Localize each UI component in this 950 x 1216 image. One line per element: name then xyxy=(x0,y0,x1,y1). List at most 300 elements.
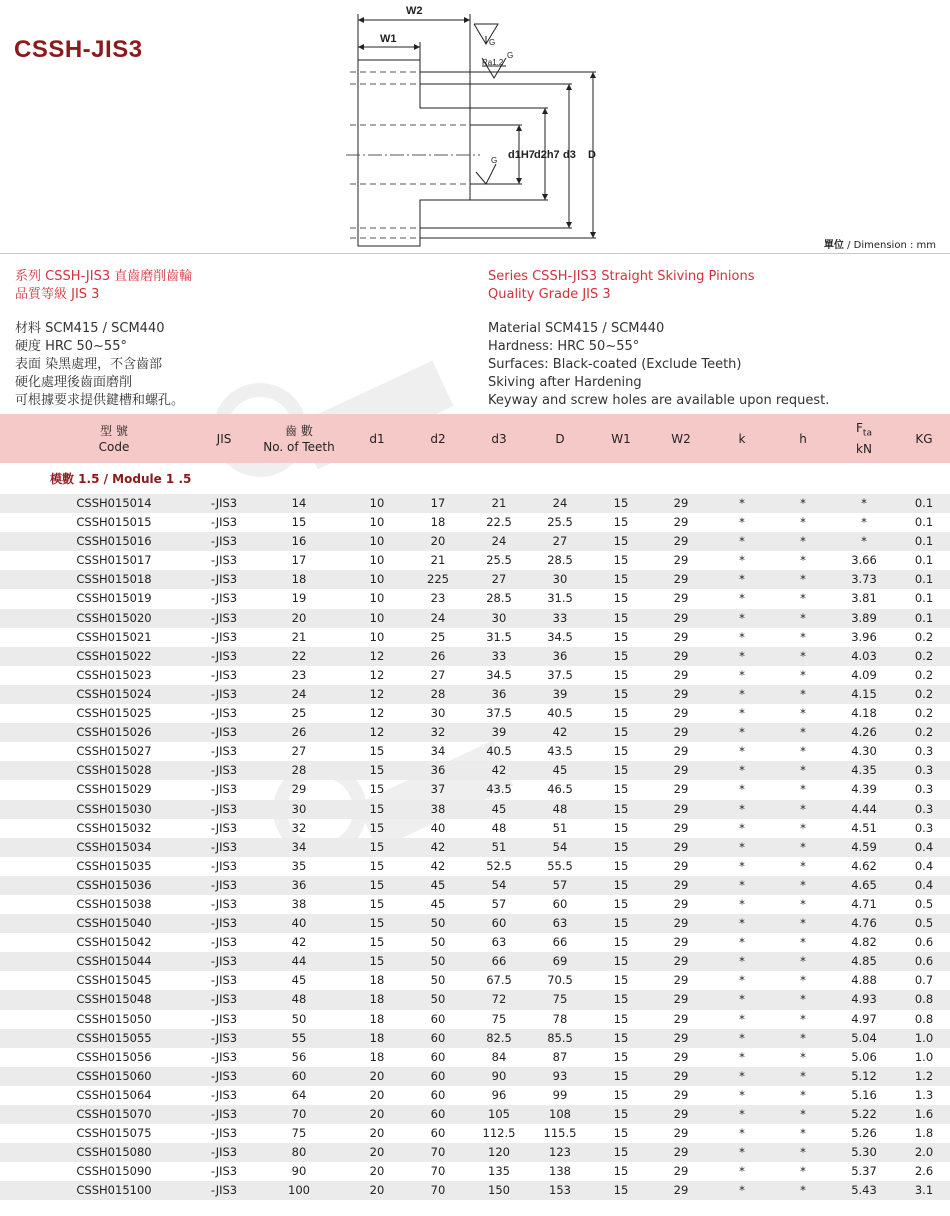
cell-jis: -JIS3 xyxy=(210,839,238,854)
cell-teeth: 28 xyxy=(291,763,307,778)
cell-teeth: 34 xyxy=(291,839,307,854)
series-cn xyxy=(15,268,192,304)
column-header-label: k xyxy=(738,431,746,446)
cell-d1: 15 xyxy=(369,916,385,931)
cell-d1: 15 xyxy=(369,935,385,950)
cell-D: 40.5 xyxy=(547,706,573,721)
table-row xyxy=(0,800,950,819)
table-row xyxy=(0,914,950,933)
cell-k: * xyxy=(739,1107,745,1121)
table-row xyxy=(0,780,950,799)
cell-jis: -JIS3 xyxy=(210,1164,238,1179)
cell-kg: 0.2 xyxy=(914,629,934,644)
cell-code: CSSH015020 xyxy=(76,610,152,625)
cell-code: CSSH015044 xyxy=(76,954,152,969)
cell-d1: 10 xyxy=(369,591,385,606)
cell-teeth: 23 xyxy=(291,667,307,682)
cell-kg: 0.1 xyxy=(914,534,934,549)
cell-k: * xyxy=(739,954,745,969)
cell-k: * xyxy=(739,801,745,816)
table-row xyxy=(0,1086,950,1105)
cell-d2: 38 xyxy=(430,801,446,816)
column-header-sublabel: kN xyxy=(856,442,872,457)
cell-D: 33 xyxy=(552,610,568,625)
cell-d1: 12 xyxy=(369,725,385,740)
cell-w1: 15 xyxy=(613,935,629,950)
column-header-code xyxy=(99,414,130,463)
table-row xyxy=(0,494,950,513)
cell-d1: 12 xyxy=(369,667,385,682)
cell-w1: 15 xyxy=(613,896,629,911)
cell-D: 30 xyxy=(552,572,568,587)
cell-d2: 60 xyxy=(430,1011,446,1026)
cell-d3: 25.5 xyxy=(486,553,512,568)
table-row xyxy=(0,628,950,647)
cell-k: * xyxy=(739,1126,745,1141)
cell-code: CSSH015016 xyxy=(76,534,152,549)
cell-w2: 29 xyxy=(673,1183,689,1198)
g-label-3: G xyxy=(491,156,498,165)
cell-teeth: 27 xyxy=(291,744,307,759)
cell-d1: 10 xyxy=(369,515,385,530)
cell-D: 36 xyxy=(552,648,568,663)
cell-w2: 29 xyxy=(673,534,689,549)
cell-d1: 10 xyxy=(369,534,385,549)
cell-d2: 42 xyxy=(430,858,446,873)
cell-d3: 45 xyxy=(491,801,507,816)
cell-kg: 1.8 xyxy=(914,1126,934,1141)
cell-k: * xyxy=(739,553,745,568)
cell-w2: 29 xyxy=(673,992,689,1007)
cell-w1: 15 xyxy=(613,515,629,530)
cell-w1: 15 xyxy=(613,706,629,721)
d2-label: d2h7 xyxy=(534,149,560,161)
cell-jis: -JIS3 xyxy=(210,648,238,663)
cell-w2: 29 xyxy=(673,763,689,778)
cell-d3: 67.5 xyxy=(486,973,512,988)
column-header-kg xyxy=(915,414,932,463)
cell-w2: 29 xyxy=(673,858,689,873)
cell-d1: 18 xyxy=(369,1030,385,1045)
cell-fta: 4.15 xyxy=(851,686,877,701)
cell-d1: 18 xyxy=(369,1049,385,1064)
cell-w1: 15 xyxy=(613,1126,629,1141)
cell-kg: 2.6 xyxy=(914,1164,934,1179)
cell-w2: 29 xyxy=(673,1145,689,1160)
cell-h: * xyxy=(800,1068,806,1083)
cell-w2: 29 xyxy=(673,496,689,510)
cell-d3: 42 xyxy=(491,763,507,778)
module-label: 模數 1.5 / Module 1 .5 xyxy=(50,472,192,486)
cell-d1: 15 xyxy=(369,763,385,778)
cell-k: * xyxy=(739,973,745,988)
cell-code: CSSH015040 xyxy=(76,916,152,931)
cell-teeth: 44 xyxy=(291,954,307,969)
cell-d2: 27 xyxy=(430,667,446,682)
cell-w1: 15 xyxy=(613,916,629,931)
cell-d3: 105 xyxy=(488,1107,510,1121)
cell-kg: 0.1 xyxy=(914,610,934,625)
column-header-k xyxy=(739,414,746,463)
cell-d3: 82.5 xyxy=(486,1030,512,1045)
cell-k: * xyxy=(739,706,745,721)
cell-w2: 29 xyxy=(673,648,689,663)
cell-k: * xyxy=(739,782,745,797)
cell-code: CSSH015017 xyxy=(76,553,152,568)
cell-h: * xyxy=(800,515,806,530)
column-header-label: W1 xyxy=(611,431,631,446)
cell-jis: -JIS3 xyxy=(210,591,238,606)
cell-jis: -JIS3 xyxy=(210,858,238,873)
cell-h: * xyxy=(800,1145,806,1160)
cell-d2: 25 xyxy=(430,629,446,644)
w2-label: W2 xyxy=(406,5,423,17)
cell-d3: 21 xyxy=(491,496,507,510)
cell-kg: 0.1 xyxy=(914,591,934,606)
cell-w2: 29 xyxy=(673,954,689,969)
cell-D: 115.5 xyxy=(543,1126,577,1141)
cell-h: * xyxy=(800,763,806,778)
cell-w2: 29 xyxy=(673,1068,689,1083)
cell-code: CSSH015030 xyxy=(76,801,152,816)
column-header-label: 型 號 xyxy=(100,423,128,438)
column-header-label: h xyxy=(799,431,807,446)
cell-d3: 150 xyxy=(488,1183,510,1198)
cell-h: * xyxy=(800,935,806,950)
cell-k: * xyxy=(739,1030,745,1045)
cell-d3: 24 xyxy=(491,534,507,549)
cell-d2: 70 xyxy=(430,1183,446,1198)
cell-w2: 29 xyxy=(673,782,689,797)
cell-teeth: 80 xyxy=(291,1145,307,1160)
cell-d3: 135 xyxy=(488,1164,510,1179)
cell-h: * xyxy=(800,572,806,587)
cell-d2: 37 xyxy=(430,782,446,797)
cell-teeth: 90 xyxy=(291,1164,307,1179)
table-row xyxy=(0,990,950,1009)
units-label-en: / Dimension : mm xyxy=(843,240,936,251)
cell-d2: 26 xyxy=(430,648,446,663)
cell-jis: -JIS3 xyxy=(210,1030,238,1045)
pinion-technical-drawing xyxy=(0,0,950,252)
specs-cn xyxy=(15,320,184,410)
cell-h: * xyxy=(800,496,806,510)
cell-kg: 0.3 xyxy=(914,820,934,835)
cell-teeth: 56 xyxy=(291,1049,307,1064)
specs-en xyxy=(488,320,829,410)
table-row xyxy=(0,1143,950,1162)
cell-w1: 15 xyxy=(613,858,629,873)
cell-code: CSSH015032 xyxy=(76,820,152,835)
table-row xyxy=(0,761,950,780)
cell-jis: -JIS3 xyxy=(210,706,238,721)
cell-d1: 20 xyxy=(369,1087,385,1102)
cell-k: * xyxy=(739,1011,745,1026)
cell-code: CSSH015090 xyxy=(76,1164,152,1179)
table-row xyxy=(0,1162,950,1181)
column-header-sublabel: Code xyxy=(98,439,130,454)
cell-d3: 36 xyxy=(491,686,507,701)
cell-fta: 4.30 xyxy=(851,744,877,759)
table-row xyxy=(0,895,950,914)
cell-h: * xyxy=(800,553,806,568)
cell-d1: 20 xyxy=(369,1145,385,1160)
spec-cn-line: 可根據要求提供鍵槽和螺孔。 xyxy=(15,393,185,408)
table-row xyxy=(0,1067,950,1086)
page-title: CSSH-JIS3 xyxy=(14,36,143,63)
cell-d1: 10 xyxy=(369,553,385,568)
cell-teeth: 29 xyxy=(291,782,307,797)
table-row xyxy=(0,933,950,952)
cell-d3: 112.5 xyxy=(482,1126,516,1141)
cell-D: 48 xyxy=(552,801,568,816)
cell-d1: 15 xyxy=(369,801,385,816)
table-header xyxy=(0,414,950,463)
cell-jis: -JIS3 xyxy=(210,572,238,587)
table-row xyxy=(0,971,950,990)
cell-fta: 4.62 xyxy=(851,858,877,873)
cell-w2: 29 xyxy=(673,591,689,606)
cell-kg: 1.0 xyxy=(914,1030,934,1045)
cell-d3: 40.5 xyxy=(486,744,512,759)
cell-fta: 4.26 xyxy=(851,725,877,740)
cell-d2: 42 xyxy=(430,839,446,854)
cell-code: CSSH015015 xyxy=(76,515,152,530)
cell-teeth: 42 xyxy=(291,935,307,950)
cell-d2: 34 xyxy=(430,744,446,759)
cell-kg: 0.7 xyxy=(914,973,934,988)
cell-jis: -JIS3 xyxy=(210,992,238,1007)
table-row xyxy=(0,952,950,971)
cell-d2: 17 xyxy=(430,496,446,510)
cell-kg: 0.2 xyxy=(914,706,934,721)
cell-w1: 15 xyxy=(613,1049,629,1064)
cell-h: * xyxy=(800,1087,806,1102)
cell-D: 28.5 xyxy=(547,553,573,568)
cell-D: 57 xyxy=(552,877,568,892)
cell-k: * xyxy=(739,572,745,587)
cell-fta: 4.82 xyxy=(851,935,877,950)
table-row xyxy=(0,857,950,876)
cell-w2: 29 xyxy=(673,839,689,854)
cell-fta: 4.44 xyxy=(851,801,877,816)
cell-w2: 29 xyxy=(673,515,689,530)
cell-w1: 15 xyxy=(613,1183,629,1198)
cell-d3: 54 xyxy=(491,877,507,892)
cell-h: * xyxy=(800,591,806,606)
cell-w2: 29 xyxy=(673,553,689,568)
cell-code: CSSH015026 xyxy=(76,725,152,740)
cell-d3: 75 xyxy=(491,1011,507,1026)
cell-teeth: 30 xyxy=(291,801,307,816)
cell-jis: -JIS3 xyxy=(210,553,238,568)
cell-fta: 4.39 xyxy=(851,782,877,797)
cell-w1: 15 xyxy=(613,725,629,740)
cell-k: * xyxy=(739,496,745,510)
cell-w2: 29 xyxy=(673,877,689,892)
cell-fta: 3.89 xyxy=(851,610,877,625)
column-header-w2 xyxy=(671,414,691,463)
cell-d1: 18 xyxy=(369,973,385,988)
section-divider xyxy=(0,253,950,254)
column-header-label: JIS xyxy=(216,431,232,446)
cell-D: 42 xyxy=(552,725,568,740)
cell-jis: -JIS3 xyxy=(210,763,238,778)
cell-d2: 50 xyxy=(430,935,446,950)
cell-fta: * xyxy=(861,496,867,510)
cell-kg: 1.3 xyxy=(914,1087,934,1102)
cell-h: * xyxy=(800,744,806,759)
cell-w1: 15 xyxy=(613,877,629,892)
cell-d1: 15 xyxy=(369,839,385,854)
cell-teeth: 50 xyxy=(291,1011,307,1026)
cell-d2: 60 xyxy=(430,1126,446,1141)
cell-jis: -JIS3 xyxy=(210,610,238,625)
cell-k: * xyxy=(739,935,745,950)
cell-D: 63 xyxy=(552,916,568,931)
g-label-1: G xyxy=(489,38,496,47)
cell-D: 69 xyxy=(552,954,568,969)
cell-h: * xyxy=(800,706,806,721)
cell-d1: 18 xyxy=(369,992,385,1007)
cell-teeth: 32 xyxy=(291,820,307,835)
cell-code: CSSH015024 xyxy=(76,686,152,701)
table-row xyxy=(0,723,950,742)
cell-fta: 4.65 xyxy=(851,877,877,892)
table-row xyxy=(0,838,950,857)
table-row xyxy=(0,819,950,838)
cell-code: CSSH015080 xyxy=(76,1145,152,1160)
cell-h: * xyxy=(800,534,806,549)
cell-h: * xyxy=(800,916,806,931)
cell-d1: 15 xyxy=(369,954,385,969)
cell-teeth: 70 xyxy=(291,1107,307,1121)
cell-teeth: 20 xyxy=(291,610,307,625)
cell-fta: 4.35 xyxy=(851,763,877,778)
ra-label: Ra1.2 xyxy=(482,58,504,67)
cell-d1: 10 xyxy=(369,629,385,644)
cell-kg: 0.2 xyxy=(914,725,934,740)
cell-jis: -JIS3 xyxy=(210,686,238,701)
cell-w2: 29 xyxy=(673,1087,689,1102)
cell-w2: 29 xyxy=(673,686,689,701)
spec-cn-line: 表面 染黑處理，不含齒部 xyxy=(15,357,163,372)
column-header-label: d2 xyxy=(430,431,446,446)
cell-d2: 50 xyxy=(430,992,446,1007)
column-header-d2 xyxy=(430,414,445,463)
cell-code: CSSH015014 xyxy=(76,496,152,510)
cell-d1: 18 xyxy=(369,1011,385,1026)
table-row xyxy=(0,1105,950,1124)
d1-label: d1H7 xyxy=(508,149,535,161)
cell-fta: 5.22 xyxy=(851,1107,877,1121)
spec-en-line: Surfaces: Black-coated (Exclude Teeth) xyxy=(488,357,742,372)
cell-jis: -JIS3 xyxy=(210,667,238,682)
cell-d3: 72 xyxy=(491,992,507,1007)
cell-jis: -JIS3 xyxy=(210,935,238,950)
cell-code: CSSH015038 xyxy=(76,896,152,911)
cell-k: * xyxy=(739,1183,745,1198)
cell-code: CSSH015034 xyxy=(76,839,152,854)
cell-k: * xyxy=(739,534,745,549)
column-header-h xyxy=(799,414,807,463)
cell-d2: 23 xyxy=(430,591,446,606)
cell-w1: 15 xyxy=(613,744,629,759)
cell-kg: 0.8 xyxy=(914,992,934,1007)
cell-code: CSSH015027 xyxy=(76,744,152,759)
cell-k: * xyxy=(739,667,745,682)
cell-kg: 1.6 xyxy=(914,1107,934,1121)
cell-jis: -JIS3 xyxy=(210,801,238,816)
cell-w1: 15 xyxy=(613,954,629,969)
cell-k: * xyxy=(739,763,745,778)
cell-h: * xyxy=(800,1030,806,1045)
table-row xyxy=(0,1124,950,1143)
cell-kg: 0.2 xyxy=(914,648,934,663)
cell-D: 51 xyxy=(552,820,568,835)
cell-code: CSSH015018 xyxy=(76,572,152,587)
cell-w1: 15 xyxy=(613,820,629,835)
column-header-w1 xyxy=(611,414,631,463)
cell-teeth: 55 xyxy=(291,1030,307,1045)
cell-d1: 20 xyxy=(369,1164,385,1179)
column-header-fta xyxy=(856,414,872,463)
cell-code: CSSH015019 xyxy=(76,591,152,606)
cell-D: 27 xyxy=(552,534,568,549)
cell-jis: -JIS3 xyxy=(210,1126,238,1141)
cell-kg: 0.8 xyxy=(914,1011,934,1026)
cell-w1: 15 xyxy=(613,992,629,1007)
cell-w2: 29 xyxy=(673,973,689,988)
cell-code: CSSH015056 xyxy=(76,1049,152,1064)
cell-h: * xyxy=(800,1164,806,1179)
cell-code: CSSH015050 xyxy=(76,1011,152,1026)
cell-w1: 15 xyxy=(613,1087,629,1102)
cell-w1: 15 xyxy=(613,1068,629,1083)
cell-fta: * xyxy=(861,515,867,530)
table-row xyxy=(0,742,950,761)
cell-w1: 15 xyxy=(613,572,629,587)
watermark-logo-icon xyxy=(200,310,460,510)
spec-cn-line: 材料 SCM415 / SCM440 xyxy=(15,321,165,336)
column-header-d3 xyxy=(491,414,506,463)
cell-d1: 10 xyxy=(369,572,385,587)
cell-D: 45 xyxy=(552,763,568,778)
cell-w1: 15 xyxy=(613,553,629,568)
cell-h: * xyxy=(800,629,806,644)
spec-en-line: Hardness: HRC 50~55° xyxy=(488,339,640,354)
cell-d3: 27 xyxy=(491,572,507,587)
cell-w1: 15 xyxy=(613,1164,629,1179)
w1-label: W1 xyxy=(380,33,397,45)
cell-jis: -JIS3 xyxy=(210,1068,238,1083)
d3-label: d3 xyxy=(563,149,576,161)
cell-D: 31.5 xyxy=(547,591,573,606)
cell-d1: 15 xyxy=(369,782,385,797)
cell-D: 39 xyxy=(552,686,568,701)
cell-w2: 29 xyxy=(673,610,689,625)
cell-d1: 15 xyxy=(369,877,385,892)
cell-h: * xyxy=(800,858,806,873)
cell-k: * xyxy=(739,610,745,625)
g-label-2: G xyxy=(507,51,514,60)
cell-fta: 5.30 xyxy=(851,1145,877,1160)
cell-jis: -JIS3 xyxy=(210,1107,238,1121)
cell-kg: 0.5 xyxy=(914,896,934,911)
cell-k: * xyxy=(739,839,745,854)
cell-code: CSSH015070 xyxy=(76,1107,152,1121)
cell-h: * xyxy=(800,667,806,682)
